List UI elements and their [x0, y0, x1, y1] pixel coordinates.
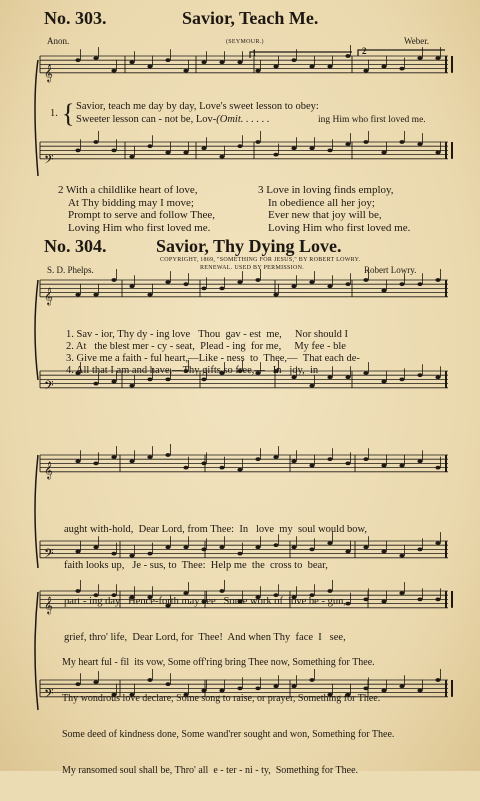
note-head — [309, 384, 314, 388]
note-head — [363, 278, 368, 282]
hymn-304-s1-lyrics: 1. Sav - ior, Thy dy - ing love Thou gav - est me, Nor should I 2. At the blest mer - cy - seat, Plead - ing for me, My fee - ble 3. Give me a faith - ful heart,—Like - ness to Thee,— That each de- 4. All that I am and have,—Thy gifts so free,— In joy, in — [66, 329, 360, 376]
note-head — [435, 466, 440, 470]
hymn-304-lyricist: S. D. Phelps. — [47, 265, 94, 275]
svg-text:𝄞: 𝄞 — [44, 461, 53, 479]
note-head — [435, 541, 440, 545]
note-head — [363, 371, 368, 375]
note-head — [147, 65, 152, 69]
note-head — [291, 146, 296, 150]
note-head — [273, 65, 278, 69]
note-head — [381, 151, 386, 155]
note-head — [129, 284, 134, 288]
note-head — [345, 462, 350, 466]
note-head — [381, 600, 386, 604]
note-head — [93, 56, 98, 60]
note-head — [129, 459, 134, 463]
hymn-303-tune: (SEYMOUR.) — [226, 39, 264, 45]
hymn-303-stanza-3: 3 Love in loving finds employ, In obedience all her joy; Ever new that joy will be, Loving Him who first loved me. — [258, 184, 411, 234]
note-head — [111, 455, 116, 459]
note-head — [75, 58, 80, 62]
svg-text:𝄢: 𝄢 — [44, 152, 54, 170]
ending-2-mark: 2 — [362, 46, 367, 56]
note-head — [219, 466, 224, 470]
note-head — [417, 598, 422, 602]
note-head — [417, 373, 422, 377]
note-head — [201, 462, 206, 466]
note-head — [363, 457, 368, 461]
note-head — [165, 58, 170, 62]
note-head — [201, 60, 206, 64]
note-head — [345, 142, 350, 146]
note-head — [417, 459, 422, 463]
note-head — [381, 289, 386, 293]
note-head — [237, 144, 242, 148]
note-head — [309, 146, 314, 150]
note-head — [93, 140, 98, 144]
note-head — [435, 56, 440, 60]
note-head — [111, 278, 116, 282]
note-head — [219, 287, 224, 291]
note-head — [399, 554, 404, 558]
svg-text:𝄞: 𝄞 — [44, 64, 53, 82]
svg-text:𝄢: 𝄢 — [44, 686, 54, 704]
note-head — [129, 384, 134, 388]
svg-text:𝄢: 𝄢 — [44, 546, 54, 564]
note-head — [183, 282, 188, 286]
note-head — [273, 293, 278, 297]
hymn-304-renewal: RENEWAL. USED BY PERMISSION. — [200, 265, 305, 271]
note-head — [165, 151, 170, 155]
hymn-303-composer: Weber. — [404, 36, 430, 46]
note-head — [237, 60, 242, 64]
note-head — [417, 548, 422, 552]
note-head — [291, 284, 296, 288]
note-head — [381, 550, 386, 554]
note-head — [327, 457, 332, 461]
hymn-303-line-2-end: ing Him who first loved me. — [318, 115, 426, 125]
note-head — [183, 151, 188, 155]
note-head — [381, 65, 386, 69]
note-head — [111, 380, 116, 384]
note-head — [147, 378, 152, 382]
note-head — [147, 144, 152, 148]
note-head — [435, 598, 440, 602]
note-head — [435, 678, 440, 682]
note-head — [327, 149, 332, 153]
note-head — [129, 155, 134, 159]
note-head — [309, 65, 314, 69]
hymn-304-composer: Robert Lowry. — [364, 265, 417, 275]
note-head — [435, 375, 440, 379]
note-head — [363, 140, 368, 144]
note-head — [111, 69, 116, 73]
note-head — [165, 378, 170, 382]
note-head — [399, 378, 404, 382]
note-head — [75, 293, 80, 297]
ending-1-mark: 1 — [252, 48, 257, 58]
note-head — [147, 293, 152, 297]
note-head — [183, 466, 188, 470]
note-head — [417, 689, 422, 693]
hymn-303-line-1: Savior, teach me day by day, Love's sweet lesson to obey: — [76, 101, 319, 112]
note-head — [183, 69, 188, 73]
note-head — [435, 151, 440, 155]
note-head — [327, 65, 332, 69]
note-head — [111, 149, 116, 153]
note-head — [327, 284, 332, 288]
hymn-304-number: No. 304. — [44, 236, 107, 256]
note-head — [399, 464, 404, 468]
note-head — [201, 378, 206, 382]
note-head — [201, 287, 206, 291]
hymn-304-s3-lyrics: My heart ful - fil its vow, Some off'ring bring Thee now, Something for Thee. Thy wondrous love declare, Some song to raise, or prayer, Something for Thee. Some deed of kindness done, Some wand'rer sought and won, Something for Thee. My ransomed soul shall be, Thro' all e - ter - ni - ty, Something for Thee. — [62, 657, 395, 776]
note-head — [219, 155, 224, 159]
svg-text:𝄞: 𝄞 — [44, 596, 53, 614]
note-head — [255, 69, 260, 73]
note-head — [417, 142, 422, 146]
hymn-304-s2-lyrics: aught with-hold, Dear Lord, from Thee: In love my soul would bow, faith looks up, Je - sus, to Thee: Help me the cross to bear, part - ing day Hence-forth may see Some work of love be - gun, grief, thro' life, Dear Lord, for Thee! And when Thy face I see, — [64, 524, 367, 643]
note-head — [75, 149, 80, 153]
svg-text:𝄢: 𝄢 — [44, 378, 54, 396]
hymn-303-stanza-2: 2 With a childlike heart of love, At Thy bidding may I move; Prompt to serve and follow Thee, Loving Him who first loved me. — [58, 184, 216, 234]
note-head — [165, 453, 170, 457]
note-head — [291, 58, 296, 62]
note-head — [147, 455, 152, 459]
note-head — [273, 455, 278, 459]
hymn-304-title: Savior, Thy Dying Love. — [156, 236, 342, 256]
note-head — [255, 457, 260, 461]
note-head — [399, 67, 404, 71]
hymn-303-number: No. 303. — [44, 8, 107, 28]
hymn-304-copyright: COPYRIGHT, 1869, "SOMETHING FOR JESUS," BY ROBERT LOWRY. — [160, 257, 361, 263]
note-head — [165, 280, 170, 284]
note-head — [381, 464, 386, 468]
hymn-303-lyricist: Anon. — [47, 36, 70, 46]
note-head — [399, 140, 404, 144]
note-head — [417, 282, 422, 286]
note-head — [363, 69, 368, 73]
note-head — [309, 280, 314, 284]
note-head — [291, 459, 296, 463]
note-head — [237, 280, 242, 284]
note-head — [345, 282, 350, 286]
note-head — [309, 464, 314, 468]
note-head — [399, 684, 404, 688]
note-head — [435, 278, 440, 282]
note-head — [219, 60, 224, 64]
note-head — [399, 591, 404, 595]
note-head — [417, 56, 422, 60]
note-head — [273, 153, 278, 157]
note-head — [399, 282, 404, 286]
note-head — [75, 459, 80, 463]
svg-text:𝄞: 𝄞 — [44, 287, 53, 305]
note-head — [255, 140, 260, 144]
note-head — [93, 293, 98, 297]
note-head — [237, 468, 242, 472]
hymn-303-line-2: Sweeter lesson can - not be, Lov-(Omit. . . . . . — [76, 114, 270, 125]
note-head — [93, 382, 98, 386]
note-head — [345, 54, 350, 58]
verse-1-number: 1. — [50, 108, 58, 119]
note-head — [129, 60, 134, 64]
note-head — [93, 462, 98, 466]
verse-brace: { — [62, 99, 75, 128]
note-head — [255, 278, 260, 282]
note-head — [381, 380, 386, 384]
note-head — [201, 146, 206, 150]
hymn-303-title: Savior, Teach Me. — [182, 8, 319, 28]
